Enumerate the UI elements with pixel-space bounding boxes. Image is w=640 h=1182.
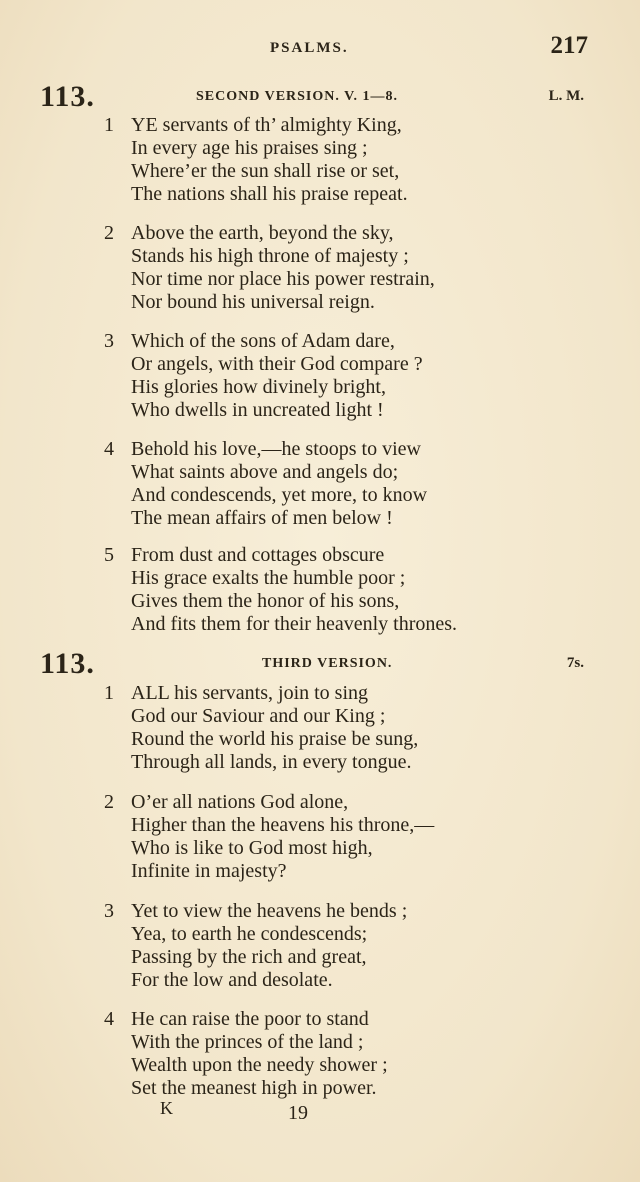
- verse-line: Behold his love,—he stoops to view: [131, 438, 421, 460]
- verse-line: Yea, to earth he condescends;: [131, 923, 368, 945]
- hymn-meter: L. M.: [548, 88, 584, 104]
- verse-line: His grace exalts the humble poor ;: [131, 567, 406, 589]
- stanza-number: 1: [104, 682, 114, 704]
- verse-line: God our Saviour and our King ;: [131, 705, 386, 727]
- verse-line: Higher than the heavens his throne,—: [131, 814, 435, 836]
- verse-line: What saints above and angels do;: [131, 461, 399, 483]
- hymn-meter: 7s.: [566, 655, 584, 671]
- verse-line: Gives them the honor of his sons,: [131, 590, 400, 612]
- verse-line: Yet to view the heavens he bends ;: [131, 900, 408, 922]
- running-head: [0, 32, 640, 66]
- stanza-number: 4: [104, 1008, 114, 1030]
- verse-line: In every age his praises sing ;: [131, 137, 368, 159]
- verse-line: Which of the sons of Adam dare,: [131, 330, 395, 352]
- verse-line: Passing by the rich and great,: [131, 946, 367, 968]
- verse-line: Nor time nor place his power restrain,: [131, 268, 435, 290]
- verse-line: Round the world his praise be sung,: [131, 728, 419, 750]
- page-number: 217: [550, 32, 588, 59]
- stanza-number: 3: [104, 900, 114, 922]
- verse-line: Where’er the sun shall rise or set,: [131, 160, 400, 182]
- hymn-heading: [0, 647, 640, 683]
- stanza-number: 5: [104, 544, 114, 566]
- hymn-number: 113.: [40, 80, 95, 113]
- stanza-number: 2: [104, 791, 114, 813]
- verse-line: Or angels, with their God compare ?: [131, 353, 423, 375]
- verse-line: His glories how divinely bright,: [131, 376, 386, 398]
- verse-line: Wealth upon the needy shower ;: [131, 1054, 388, 1076]
- stanza-number: 1: [104, 114, 114, 136]
- folio-number: 19: [288, 1102, 308, 1124]
- verse-line: From dust and cottages obscure: [131, 544, 385, 566]
- signature-mark: K: [160, 1098, 173, 1118]
- verse-line: Who is like to God most high,: [131, 837, 373, 859]
- verse-line: With the princes of the land ;: [131, 1031, 364, 1053]
- verse-line: Through all lands, in every tongue.: [131, 751, 412, 773]
- stanza-number: 3: [104, 330, 114, 352]
- verse-line: The mean affairs of men below !: [131, 507, 393, 529]
- hymn-number: 113.: [40, 647, 95, 680]
- verse-line: Above the earth, beyond the sky,: [131, 222, 394, 244]
- hymn-version-title: THIRD VERSION.: [262, 656, 393, 671]
- verse-line: Stands his high throne of majesty ;: [131, 245, 409, 267]
- verse-line: The nations shall his praise repeat.: [131, 183, 408, 205]
- verse-line: O’er all nations God alone,: [131, 791, 349, 813]
- verse-line: And fits them for their heavenly thrones.: [131, 613, 458, 635]
- hymn-heading: [0, 80, 640, 116]
- verse-line: ALL his servants, join to sing: [131, 682, 369, 704]
- verse-line: Infinite in majesty?: [131, 860, 287, 882]
- verse-line: And condescends, yet more, to know: [131, 484, 428, 506]
- verse-line: He can raise the poor to stand: [131, 1008, 369, 1030]
- running-head-title: PSALMS.: [270, 40, 349, 56]
- verse-line: Set the meanest high in power.: [131, 1077, 377, 1099]
- page-footer: [0, 1098, 640, 1128]
- verse-line: Who dwells in uncreated light !: [131, 399, 384, 421]
- stanza-number: 2: [104, 222, 114, 244]
- hymn-version-title: SECOND VERSION. V. 1—8.: [196, 89, 398, 104]
- verse-line: For the low and desolate.: [131, 969, 333, 991]
- verse-line: YE servants of th’ almighty King,: [131, 114, 402, 136]
- stanza-number: 4: [104, 438, 114, 460]
- verse-line: Nor bound his universal reign.: [131, 291, 375, 313]
